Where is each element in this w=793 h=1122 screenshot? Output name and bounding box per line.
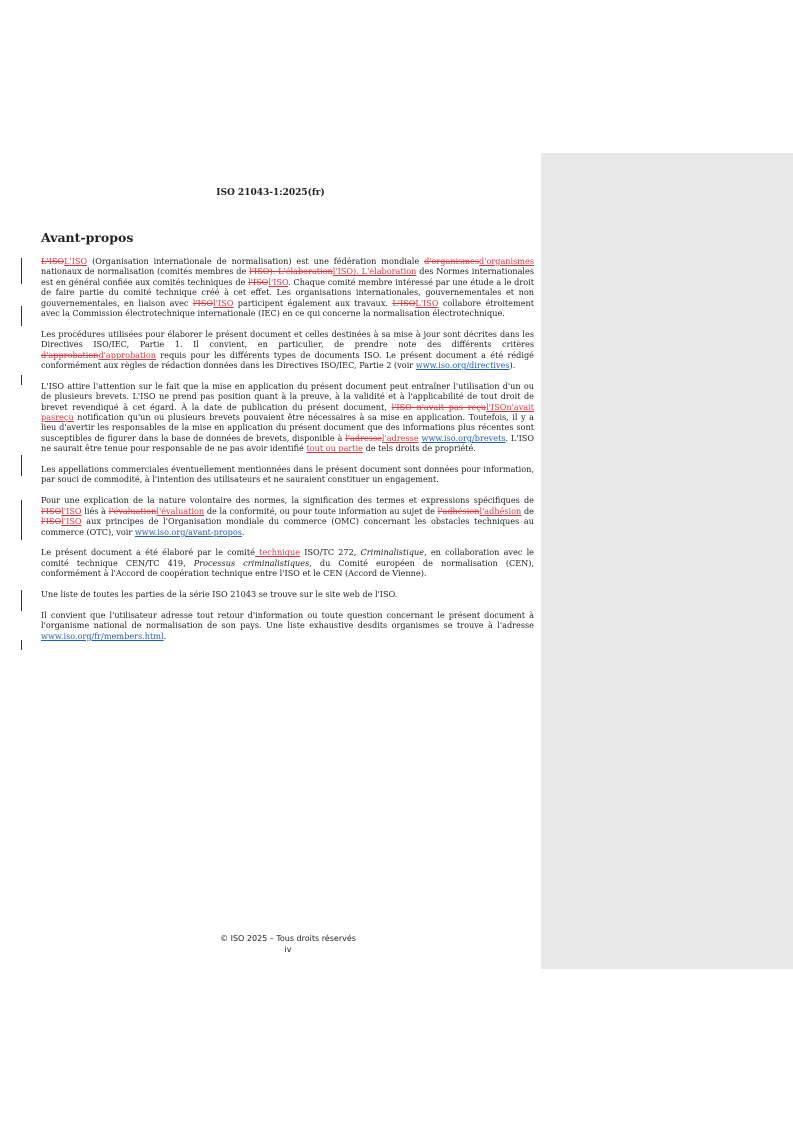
deleted-text: l'adresse: [345, 432, 382, 443]
deleted-text: l'évaluation: [108, 505, 157, 516]
text-run: . Chaque comité membre intéressé par une étude a le droit de faire partie du comité technique créé à cet effet. Les organisations internationales, gouvernementales et non gouvernementales, en liaison avec: [41, 276, 534, 308]
text-run: de tels droits de propriété.: [362, 443, 476, 454]
text-run: aux principes de l'Organisation mondiale du commerce (OMC) concernant les obstacles techniques au commerce (OTC), voir: [41, 516, 534, 537]
emphasis-text: Criminalistique: [360, 547, 425, 558]
text-run: Il convient que l'utilisateur adresse tout retour d'information ou toute question concernant le présent document à l'organisme national de normalisation de son pays. Une liste exhaustive desdits organismes se trouve à l'adresse: [41, 609, 534, 631]
deleted-text: d'organismes: [424, 256, 480, 266]
text-run: (Organisation internationale de normalisation) est une fédération mondiale: [87, 256, 425, 266]
inserted-text: l'ISO: [268, 276, 289, 287]
text-run: notification qu'un ou plusieurs brevets pouvaient être nécessaires à sa mise en application. Toutefois, il y a lieu d'avertir les responsables de la mise en application du présent document que des informations plus récentes sont susceptibles de figurer dans la base de données de brevets, disponible à: [41, 412, 534, 443]
inserted-text: l'ISO: [61, 505, 82, 516]
patents-link[interactable]: www.iso.org/brevets: [421, 432, 506, 443]
deleted-text: l'ISO n'avait pas reçu: [391, 401, 487, 412]
paragraph-series-list: [41, 589, 534, 599]
text-run: Pour une explication de la nature volontaire des normes, la signification des termes et expressions spécifiques de: [41, 495, 534, 506]
inserted-text: l'ISOn'avait pasreçu: [41, 401, 534, 423]
deleted-text: l'ISO: [41, 516, 62, 527]
change-bar: [21, 258, 22, 284]
change-bar: [21, 640, 22, 650]
deleted-text: l'ISO: [192, 297, 214, 308]
text-run: des Normes internationales est en général confiée aux comités techniques de: [41, 266, 535, 287]
paragraph-voluntary-nature: [41, 495, 534, 537]
text-run: ISO/TC 272,: [300, 547, 361, 558]
inserted-text: technique: [254, 547, 301, 558]
page-number: iv: [284, 945, 292, 954]
comment-sidebar: [541, 153, 793, 969]
text-run: Les procédures utilisées pour élaborer le présent document et celles destinées à sa mise à jour sont décrites dans les Directives ISO/IEC, Partie 1. Il convient, en particulier, de prendre note des différents critères: [41, 328, 534, 350]
text-run: .: [163, 630, 167, 641]
document-body: [41, 256, 534, 651]
text-run: Le présent document a été élaboré par le comité: [41, 547, 255, 558]
emphasis-text: Processus criminalistiques: [193, 557, 310, 568]
change-bar: [21, 455, 22, 476]
text-run: Une liste de toutes les parties de la série ISO 21043 se trouve sur le site web de l'ISO.: [41, 588, 398, 599]
text-run: L'ISO attire l'attention sur le fait que la mise en application du présent document peut entraîner l'utilisation d'un ou de plusieurs brevets. L'ISO ne prend pas position quant à la preuve, à la validité et à l'applicabilité de tout droit de brevet revendiqué à cet égard. À la date de publication du présent document,: [41, 380, 534, 412]
text-run: . L'ISO ne saurait être tenue pour responsable de ne pas avoir identifié: [41, 432, 535, 454]
change-bar: [21, 500, 22, 540]
change-bar: [21, 375, 22, 385]
inserted-text: l'évaluation: [156, 505, 205, 516]
text-run: , en collaboration avec le comité technique CEN/TC 419,: [41, 547, 534, 568]
deleted-text: d'approbation: [41, 349, 99, 360]
foreword-link[interactable]: www.iso.org/avant-propos: [134, 526, 242, 537]
document-id-header: ISO 21043-1:2025(fr): [216, 188, 325, 198]
paragraph-feedback: [41, 610, 534, 641]
inserted-text: d'organismes: [479, 256, 534, 266]
text-run: Les appellations commerciales éventuellement mentionnées dans le présent document sont données pour information, par souci de commodité, à l'intention des utilisateurs et ne sauraient constituer un engagement.: [41, 464, 534, 485]
text-run: .: [241, 526, 245, 537]
change-bar: [21, 590, 22, 611]
paragraph-trade-names: [41, 464, 534, 485]
text-run: ).: [509, 360, 516, 371]
text-run: participent également aux travaux.: [233, 297, 393, 308]
text-run: requis pour les différents types de documents ISO. Le présent document a été rédigé conformément aux règles de rédaction données dans les Directives ISO/IEC, Partie 2 (voir: [41, 349, 534, 371]
deleted-text: l'ISO). L'élaboration: [249, 266, 333, 277]
section-title: Avant-propos: [41, 230, 134, 245]
deleted-text: L'ISO: [392, 297, 416, 308]
inserted-text: l'ISO: [213, 297, 234, 308]
members-link[interactable]: www.iso.org/fr/members.html: [41, 630, 164, 641]
paragraph-patents: [41, 381, 534, 454]
inserted-text: tout ou partie: [306, 443, 363, 454]
inserted-text: l'adresse: [381, 432, 419, 443]
inserted-text: l'ISO: [61, 516, 82, 527]
change-bar: [21, 306, 22, 326]
paragraph-committee: [41, 547, 534, 578]
copyright-notice: © ISO 2025 – Tous droits réservés: [220, 934, 356, 943]
directives-link[interactable]: www.iso.org/directives: [415, 360, 510, 371]
inserted-text: l'adhésion: [479, 505, 522, 516]
text-run: de: [521, 505, 534, 516]
deleted-text: l'adhésion: [437, 505, 480, 516]
text-run: de la conformité, ou pour toute information au sujet de: [204, 505, 438, 516]
inserted-text: l'ISO). L'élaboration: [332, 266, 417, 277]
inserted-text: d'approbation: [98, 349, 156, 360]
text-run: liés à: [81, 505, 109, 516]
inserted-text: L'ISO: [415, 297, 439, 308]
paragraph-procedures: [41, 329, 534, 371]
text-run: nationaux de normalisation (comités membres de: [41, 266, 250, 277]
text-run: , du Comité européen de normalisation (CEN), conformément à l'Accord de coopération technique entre l'ISO et le CEN (Accord de Vienne).: [41, 557, 535, 579]
text-run: collabore étroitement avec la Commission électrotechnique internationale (IEC) en ce qui concerne la normalisation électrotechnique.: [41, 297, 534, 319]
deleted-text: l'ISO: [41, 505, 62, 516]
inserted-text: L'ISO: [64, 256, 88, 266]
deleted-text: L'ISO: [41, 256, 65, 266]
page-footer: [0, 933, 576, 955]
deleted-text: l'ISO: [248, 276, 269, 287]
paragraph-iso-intro: [41, 256, 534, 318]
